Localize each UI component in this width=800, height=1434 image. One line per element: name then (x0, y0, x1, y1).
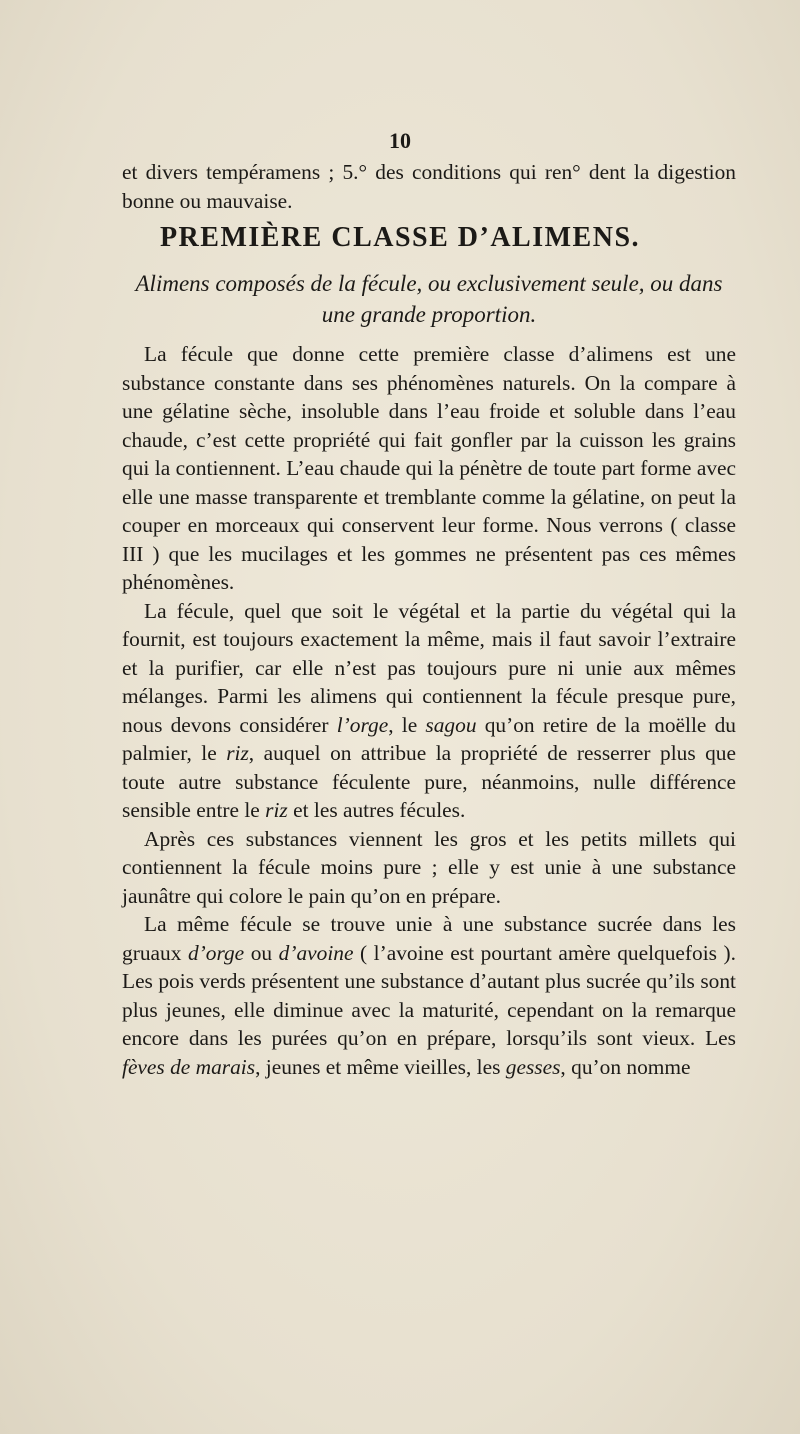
p4-text-a: La même fécule se trouve unie à une substance sucrée dans les gruaux (122, 912, 736, 965)
p4-text-b: ou (244, 940, 279, 965)
p4-text-d: , jeunes et même vieilles, les (255, 1054, 506, 1079)
p4-text-c: ( l’avoine est pourtant amère quelquefois ). Les pois verds présentent une substance d’autant plus sucrée qu’ils sont plus jeunes, elle diminue avec la maturité, cependant on la remarque encore dans les purées qu’on en prépare, lorsqu’ils sont vieux. Les (122, 940, 736, 1050)
p2-text-e: et les autres fécules. (287, 798, 466, 822)
term-avoine: d’avoine (278, 940, 354, 965)
p2-text-b: , le (388, 712, 426, 737)
p2-text-c: qu’on retire de la moëlle du palmier, le (122, 712, 737, 765)
paragraph-3: Après ces substances viennent les gros et les petits millets qui contiennent la fécule moins pure ; elle y est unie à une substance jaunâtre qui colore le pain qu’on en prépare. (122, 826, 736, 908)
class-subtitle: Alimens composés de la fécule, ou exclusivement seule, ou dans une grande proportion. (135, 271, 723, 327)
term-gesses: gesses (505, 1054, 561, 1079)
p2-text-a: La fécule, quel que soit le végétal et la partie du végétal qui la fournit, est toujours exactement la même, mais il faut savoir l’extraire et la purifier, car elle n’est pas toujours pure ni unie aux mêmes mélanges. Parmi les alimens qui contiennent la fécule presque pure, nous devons considérer (122, 598, 736, 737)
paragraph-2 (122, 597, 736, 825)
class-title: PREMIÈRE CLASSE D’ALIMENS. (159, 222, 641, 253)
paragraph-4 (122, 910, 736, 1081)
term-sagou: sagou (425, 712, 477, 737)
term-orge-gruau: d’orge (187, 940, 245, 965)
paragraph-1: La fécule que donne cette première classe d’alimens est une substance constante dans ses phénomènes naturels. On la compare à une gélatine sèche, insoluble dans l’eau froide et soluble dans l’eau chaude, c’est cette propriété qui fait gonfler par la cuisson les grains qui la contiennent. L’eau chaude qui la pénètre de toute part forme avec elle une masse transparente et tremblante comme la gélatine, on peut la couper en morceaux qui conservent leur forme. Nous verrons ( classe III ) que les mucilages et les gommes ne présentent pas ces mêmes phénomènes. (122, 342, 736, 594)
p4-text-e: , qu’on nomme (560, 1054, 691, 1079)
intro-continuation (122, 158, 736, 215)
p2-text-d: , auquel on attribue la propriété de resserrer plus que toute autre substance féculente pure, néanmoins, nulle différence sensible entre le (122, 741, 736, 822)
term-orge: l’orge (336, 712, 389, 737)
term-riz-2: riz (265, 798, 288, 822)
term-riz: riz (226, 741, 249, 765)
intro-paragraph: et divers tempéramens ; 5.° des conditions qui ren° dent la digestion bonne ou mauvaise. (122, 160, 736, 213)
term-feves: fèves de marais (122, 1054, 256, 1079)
page-number: 10 (389, 128, 411, 153)
body-text (122, 340, 736, 1081)
